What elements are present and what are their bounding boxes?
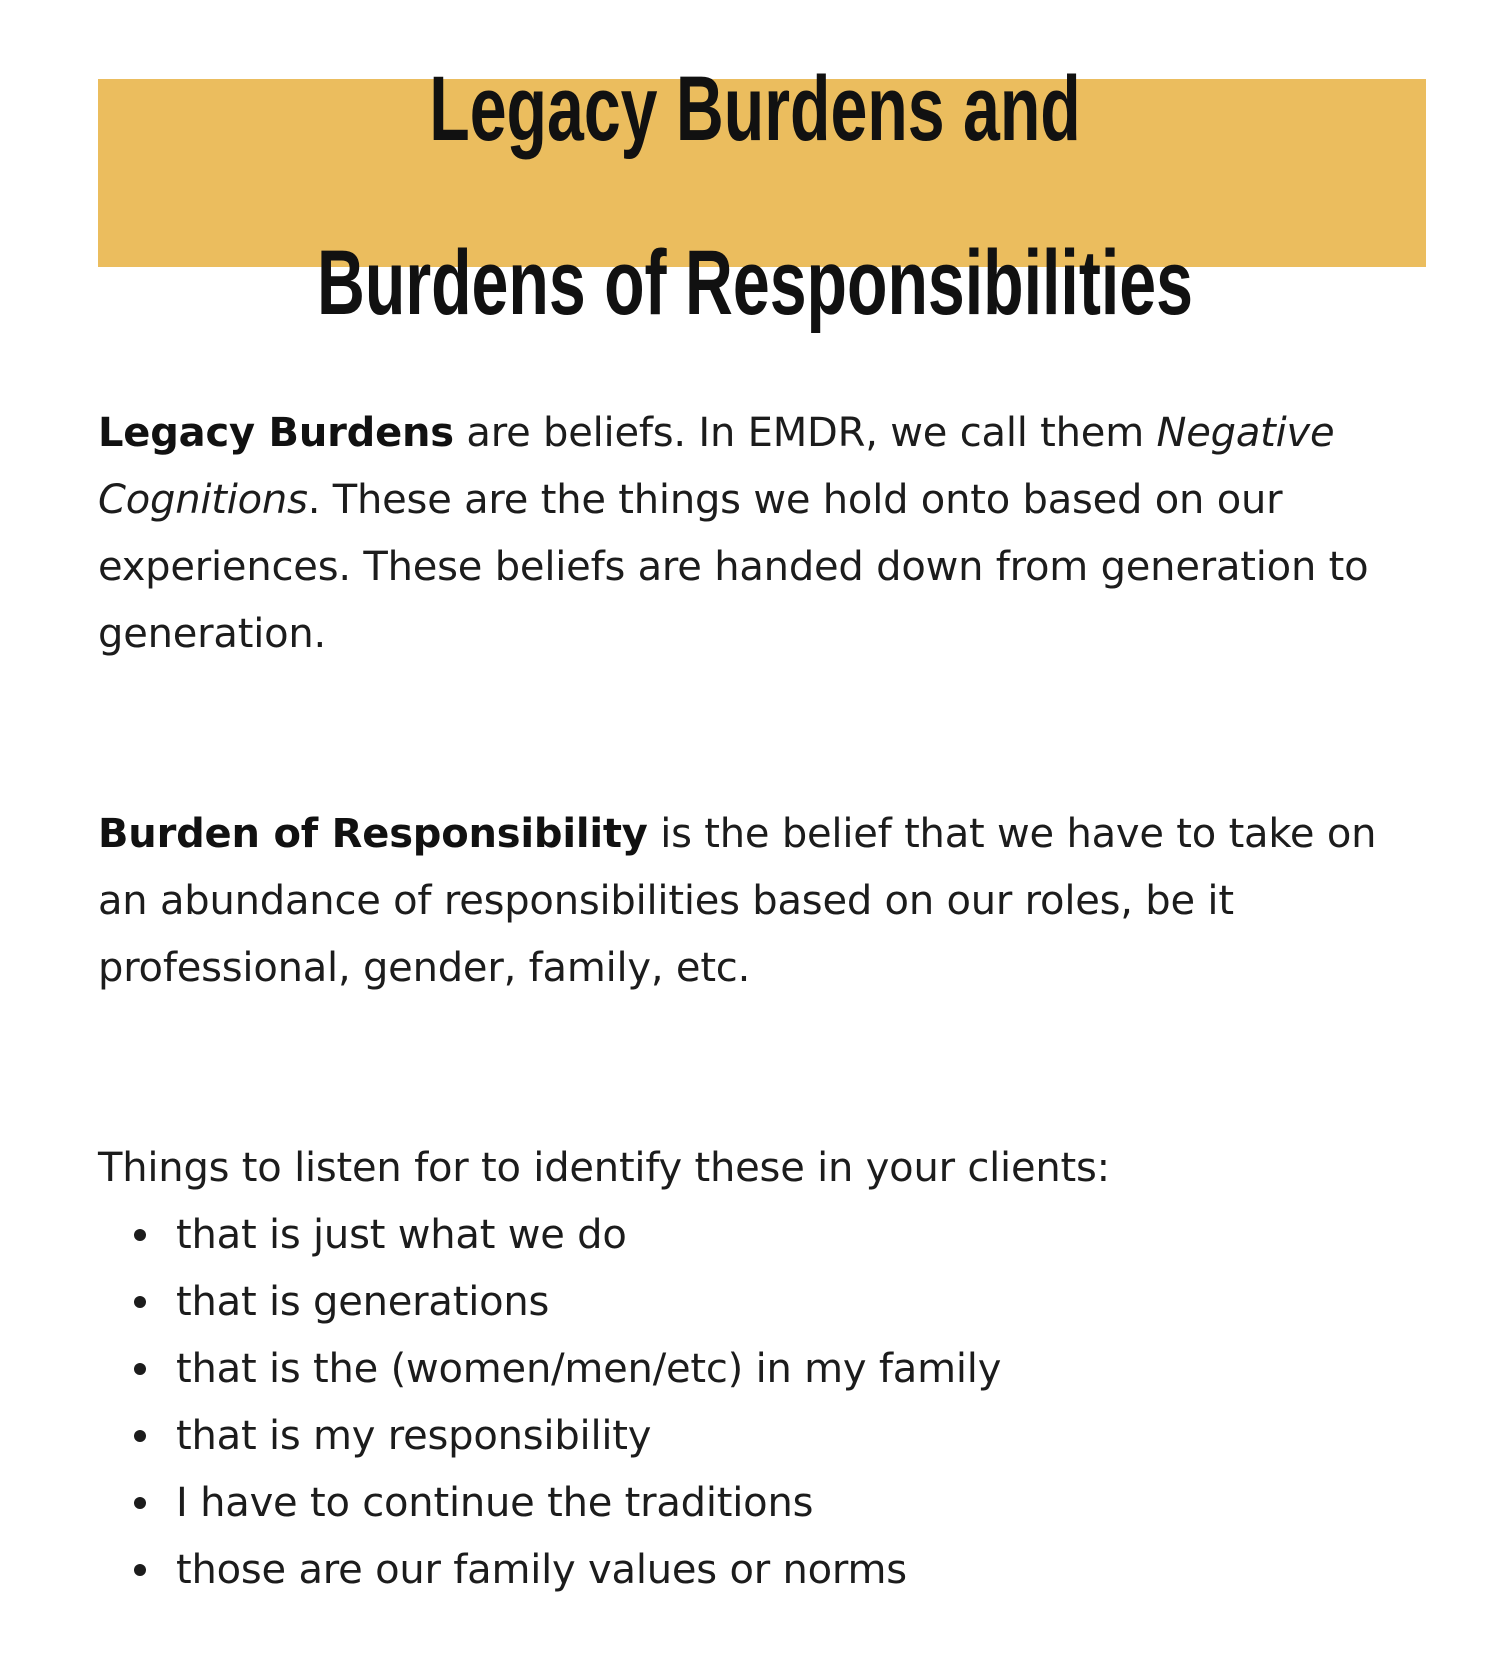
list-item: [134, 1202, 1428, 1269]
burden-of-responsibility-paragraph: [98, 801, 1428, 1002]
list-item-text: I have to continue the traditions: [176, 1480, 814, 1526]
list-item: [134, 1403, 1428, 1470]
bullet-icon: [134, 1229, 146, 1241]
legacy-burdens-text-a: are beliefs. In EMDR, we call them: [453, 410, 1157, 456]
list-item-text: those are our family values or norms: [176, 1547, 907, 1593]
page-title: [211, 22, 1298, 370]
list-item-text: that is my responsibility: [176, 1413, 652, 1459]
legacy-burdens-text-b: . These are the things we hold onto based on our experiences. These beliefs are handed down from generation to generation.: [98, 477, 1369, 657]
burden-of-responsibility-term: Burden of Responsibility: [98, 811, 648, 857]
list-item: [134, 1269, 1428, 1336]
list-item-text: that is the (women/men/etc) in my family: [176, 1346, 1002, 1392]
document-body: [98, 400, 1428, 1604]
list-item: [134, 1537, 1428, 1604]
title-line-2: Burdens of Responsibilities: [317, 232, 1193, 334]
list-item: [134, 1336, 1428, 1403]
list-item-text: that is just what we do: [176, 1212, 627, 1258]
bullet-icon: [134, 1564, 146, 1576]
list-item: [134, 1470, 1428, 1537]
listen-for-list: [98, 1202, 1428, 1604]
bullet-icon: [134, 1430, 146, 1442]
burden-of-responsibility-text: is the belief that we have to take on an abundance of responsibilities based on our roles, be it professional, gender, family, etc.: [98, 811, 1377, 991]
title-line-1: Legacy Burdens and: [429, 58, 1081, 160]
negative-cognitions-term: Negative Cognitions: [98, 410, 1335, 523]
list-item-text: that is generations: [176, 1279, 550, 1325]
bullet-icon: [134, 1296, 146, 1308]
bullet-icon: [134, 1363, 146, 1375]
legacy-burdens-paragraph: [98, 400, 1428, 668]
legacy-burdens-term: Legacy Burdens: [98, 410, 454, 456]
bullet-icon: [134, 1497, 146, 1509]
listen-for-intro: Things to listen for to identify these in your clients:: [98, 1145, 1110, 1191]
